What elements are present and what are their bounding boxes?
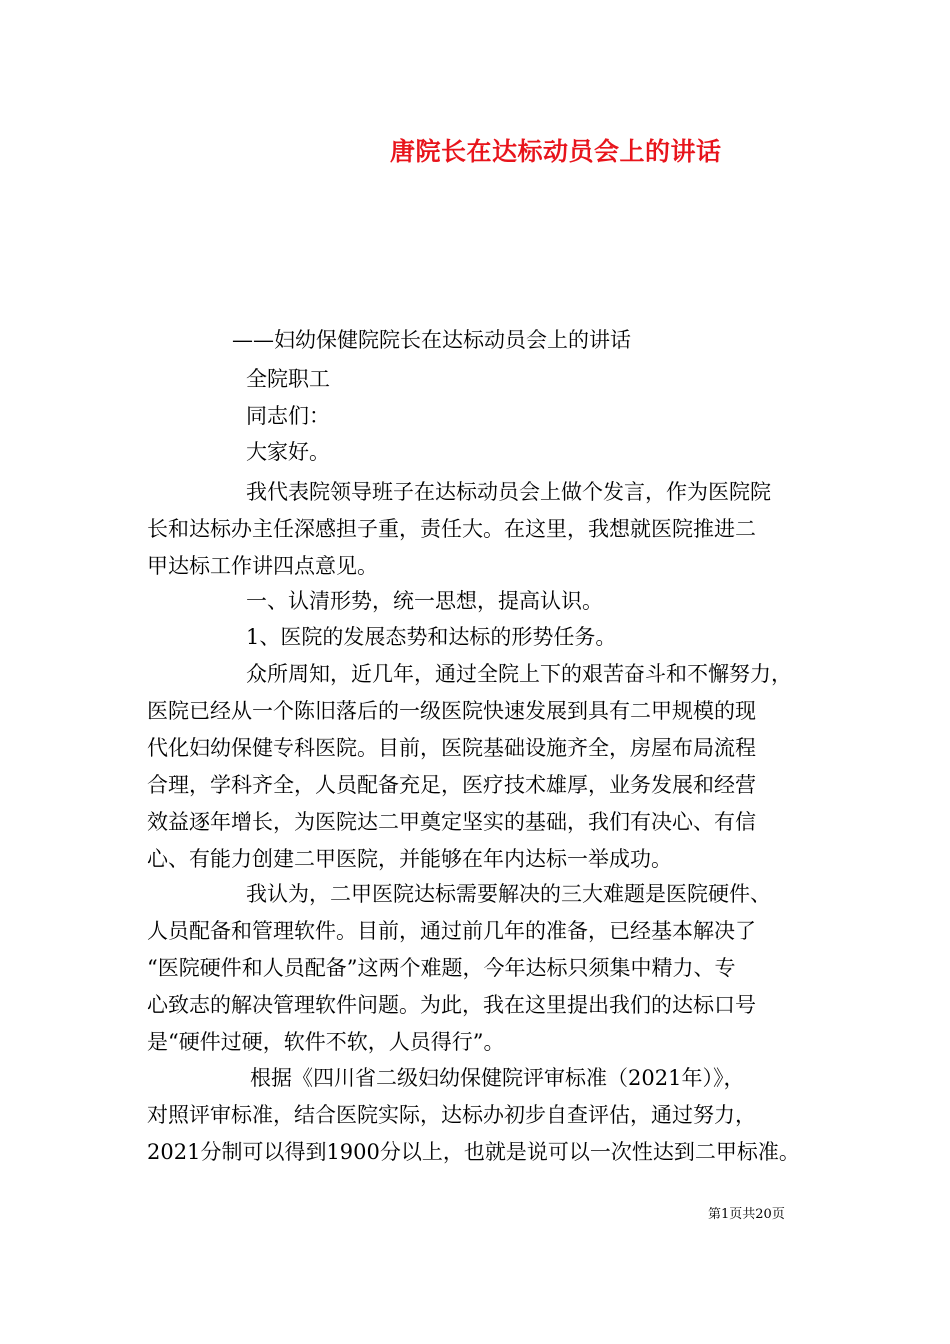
paragraph-line: 是“硬件过硬，软件不软，人员得行”。 (147, 1030, 505, 1054)
paragraph-line: 人员配备和管理软件。目前，通过前几年的准备，已经基本解决了 (147, 919, 756, 943)
paragraph-line: 我代表院领导班子在达标动员会上做个发言，作为医院院 (246, 480, 771, 504)
greeting-staff: 全院职工 (246, 367, 330, 391)
paragraph-line: 根据《四川省二级妇幼保健院评审标准（2021年）》， (250, 1066, 745, 1090)
greeting-hello: 大家好。 (246, 440, 330, 464)
paragraph-development (147, 656, 807, 878)
paragraph-line: 对照评审标准，结合医院实际，达标办初步自查评估，通过努力， (147, 1103, 756, 1127)
paragraph-line: 长和达标办主任深感担子重，责任大。在这里，我想就医院推进二 (147, 517, 756, 541)
greeting-comrades: 同志们： (246, 404, 330, 428)
paragraph-standards (147, 1060, 807, 1171)
paragraph-intro (147, 474, 807, 585)
paragraph-line: 甲达标工作讲四点意见。 (147, 554, 378, 578)
paragraph-line: 2021分制可以得到1900分以上，也就是说可以一次性达到二甲标准。 (147, 1140, 800, 1164)
paragraph-challenges (147, 876, 807, 1061)
paragraph-line: 我认为，二甲医院达标需要解决的三大难题是医院硬件、 (246, 882, 771, 906)
document-subtitle: ——妇幼保健院院长在达标动员会上的讲话 (232, 328, 631, 352)
subsection-heading-1: 1、医院的发展态势和达标的形势任务。 (246, 625, 617, 649)
paragraph-line: 心致志的解决管理软件问题。为此，我在这里提出我们的达标口号 (147, 993, 756, 1017)
paragraph-line: “医院硬件和人员配备”这两个难题，今年达标只须集中精力、专 (147, 956, 736, 980)
page-number: 第1页共20页 (708, 1207, 785, 1222)
document-title: 唐院长在达标动员会上的讲话 (390, 137, 722, 166)
section-heading-1: 一、认清形势，统一思想，提高认识。 (246, 589, 603, 613)
paragraph-line: 心、有能力创建二甲医院，并能够在年内达标一举成功。 (147, 847, 672, 871)
paragraph-line: 代化妇幼保健专科医院。目前，医院基础设施齐全，房屋布局流程 (147, 736, 756, 760)
paragraph-line: 效益逐年增长，为医院达二甲奠定坚实的基础，我们有决心、有信 (147, 810, 756, 834)
paragraph-line: 合理，学科齐全，人员配备充足，医疗技术雄厚，业务发展和经营 (147, 773, 756, 797)
paragraph-line: 医院已经从一个陈旧落后的一级医院快速发展到具有二甲规模的现 (147, 699, 756, 723)
paragraph-line: 众所周知，近几年，通过全院上下的艰苦奋斗和不懈努力， (246, 662, 792, 686)
